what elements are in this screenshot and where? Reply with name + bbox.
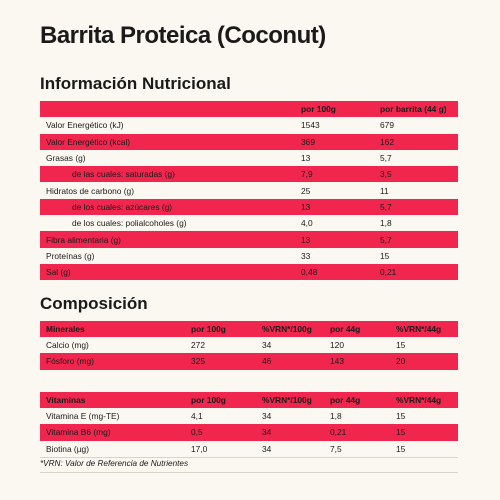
nutrient-label: Proteínas (g): [46, 250, 95, 261]
mineral-vrn44: 15: [396, 340, 406, 351]
vitamins-table: [40, 392, 458, 457]
nutrient-per100: 369: [295, 134, 374, 150]
nutrition-row: [40, 248, 458, 264]
mineral-vrn100: 34: [262, 340, 272, 351]
mineral-per100: 272: [191, 340, 205, 351]
vitamin-row: [40, 441, 458, 457]
nutrient-per100: 13: [295, 199, 374, 215]
nutrient-perbar: 11: [380, 185, 389, 196]
nutrient-per100: 13: [301, 153, 311, 164]
nutrient-label: Sal (g): [40, 264, 295, 280]
nutrient-label: Fibra alimentaria (g): [40, 231, 295, 247]
nutrient-label: Valor Energético (kJ): [46, 120, 124, 131]
nutrient-per100: 4,0: [301, 218, 313, 229]
nutrition-header-label: [40, 101, 295, 117]
vitamins-header-per44: por 44g: [324, 392, 390, 408]
page-title: Barrita Proteica (Coconut): [40, 22, 326, 49]
minerals-header-vrn44: %VRN*/44g: [390, 321, 458, 337]
nutrient-label: de los cuales: azúcares (g): [40, 199, 295, 215]
minerals-header-per44: por 44g: [324, 321, 390, 337]
nutrition-row: [40, 231, 458, 247]
vitamin-vrn100: 34: [262, 411, 272, 422]
vitamin-label: Vitamina B6 (mg): [40, 424, 185, 440]
nutrient-label: Valor Energético (kcal): [40, 134, 295, 150]
nutrition-row: [40, 182, 458, 198]
vitamin-vrn44: 15: [396, 411, 406, 422]
nutrition-header-perbar: por barrita (44 g): [374, 101, 458, 117]
mineral-label: Calcio (mg): [46, 340, 89, 351]
mineral-vrn100: 46: [256, 353, 324, 369]
nutrient-label: de las cuales: saturadas (g): [40, 166, 295, 182]
nutrient-label: de los cuales: polialcoholes (g): [72, 218, 187, 229]
nutrient-per100: 7,9: [295, 166, 374, 182]
nutrition-row: [40, 150, 458, 166]
vitamins-header-row: [40, 392, 458, 408]
minerals-table: [40, 321, 458, 370]
composition-section-title: Composición: [40, 294, 148, 313]
vitamin-per100: 0,5: [185, 424, 256, 440]
footnote-divider: [40, 457, 458, 458]
mineral-vrn44: 20: [390, 353, 458, 369]
nutrition-header-per100: por 100g: [295, 101, 374, 117]
nutrition-table: [40, 101, 458, 280]
nutrient-perbar: 5,7: [374, 199, 458, 215]
vitamins-header-label: Vitaminas: [40, 392, 185, 408]
nutrition-row: [40, 199, 458, 215]
vitamin-per44: 0,21: [324, 424, 390, 440]
nutrient-perbar: 5,7: [374, 231, 458, 247]
nutrient-per100: 13: [295, 231, 374, 247]
nutrient-per100: 25: [301, 185, 311, 196]
nutrition-row: [40, 215, 458, 231]
footnote: *VRN: Valor de Referencia de Nutrientes: [40, 459, 189, 468]
minerals-header-row: [40, 321, 458, 337]
mineral-per100: 325: [185, 353, 256, 369]
nutrient-per100: 0,48: [295, 264, 374, 280]
mineral-row: [40, 353, 458, 369]
nutrient-perbar: 15: [380, 250, 390, 261]
mineral-row: [40, 337, 458, 353]
nutrition-row: [40, 117, 458, 133]
vitamin-per44: 7,5: [330, 443, 342, 454]
nutrient-perbar: 1,8: [380, 218, 392, 229]
nutrition-row: [40, 264, 458, 280]
vitamin-vrn100: 34: [256, 424, 324, 440]
nutrient-per100: 33: [301, 250, 311, 261]
vitamin-label: Biotina (µg): [46, 443, 89, 454]
nutrition-row: [40, 166, 458, 182]
mineral-per44: 120: [330, 340, 344, 351]
vitamin-vrn44: 15: [390, 424, 458, 440]
nutrient-label: Hidratos de carbono (g): [46, 185, 134, 196]
vitamins-header-vrn100: %VRN*/100g: [256, 392, 324, 408]
nutrient-perbar: 679: [380, 120, 394, 131]
bottom-divider: [40, 472, 458, 473]
nutrient-label: Grasas (g): [46, 153, 86, 164]
vitamin-per100: 4,1: [191, 411, 203, 422]
vitamin-per44: 1,8: [330, 411, 342, 422]
minerals-header-per100: por 100g: [185, 321, 256, 337]
minerals-header-label: Minerales: [40, 321, 185, 337]
vitamin-row: [40, 424, 458, 440]
vitamin-row: [40, 408, 458, 424]
vitamins-header-vrn44: %VRN*/44g: [390, 392, 458, 408]
vitamin-vrn100: 34: [262, 443, 272, 454]
nutrient-perbar: 162: [374, 134, 458, 150]
mineral-per44: 143: [324, 353, 390, 369]
nutrition-section-title: Información Nutricional: [40, 74, 231, 93]
minerals-header-vrn100: %VRN*/100g: [256, 321, 324, 337]
nutrient-perbar: 5,7: [380, 153, 392, 164]
nutrient-per100: 1543: [301, 120, 320, 131]
nutrition-header-row: [40, 101, 458, 117]
vitamins-header-per100: por 100g: [185, 392, 256, 408]
nutrient-perbar: 0,21: [374, 264, 458, 280]
nutrition-row: [40, 134, 458, 150]
mineral-label: Fósforo (mg): [40, 353, 185, 369]
vitamin-vrn44: 15: [396, 443, 406, 454]
vitamin-per100: 17,0: [191, 443, 208, 454]
nutrient-perbar: 3,5: [374, 166, 458, 182]
vitamin-label: Vitamina E (mg-TE): [46, 411, 120, 422]
